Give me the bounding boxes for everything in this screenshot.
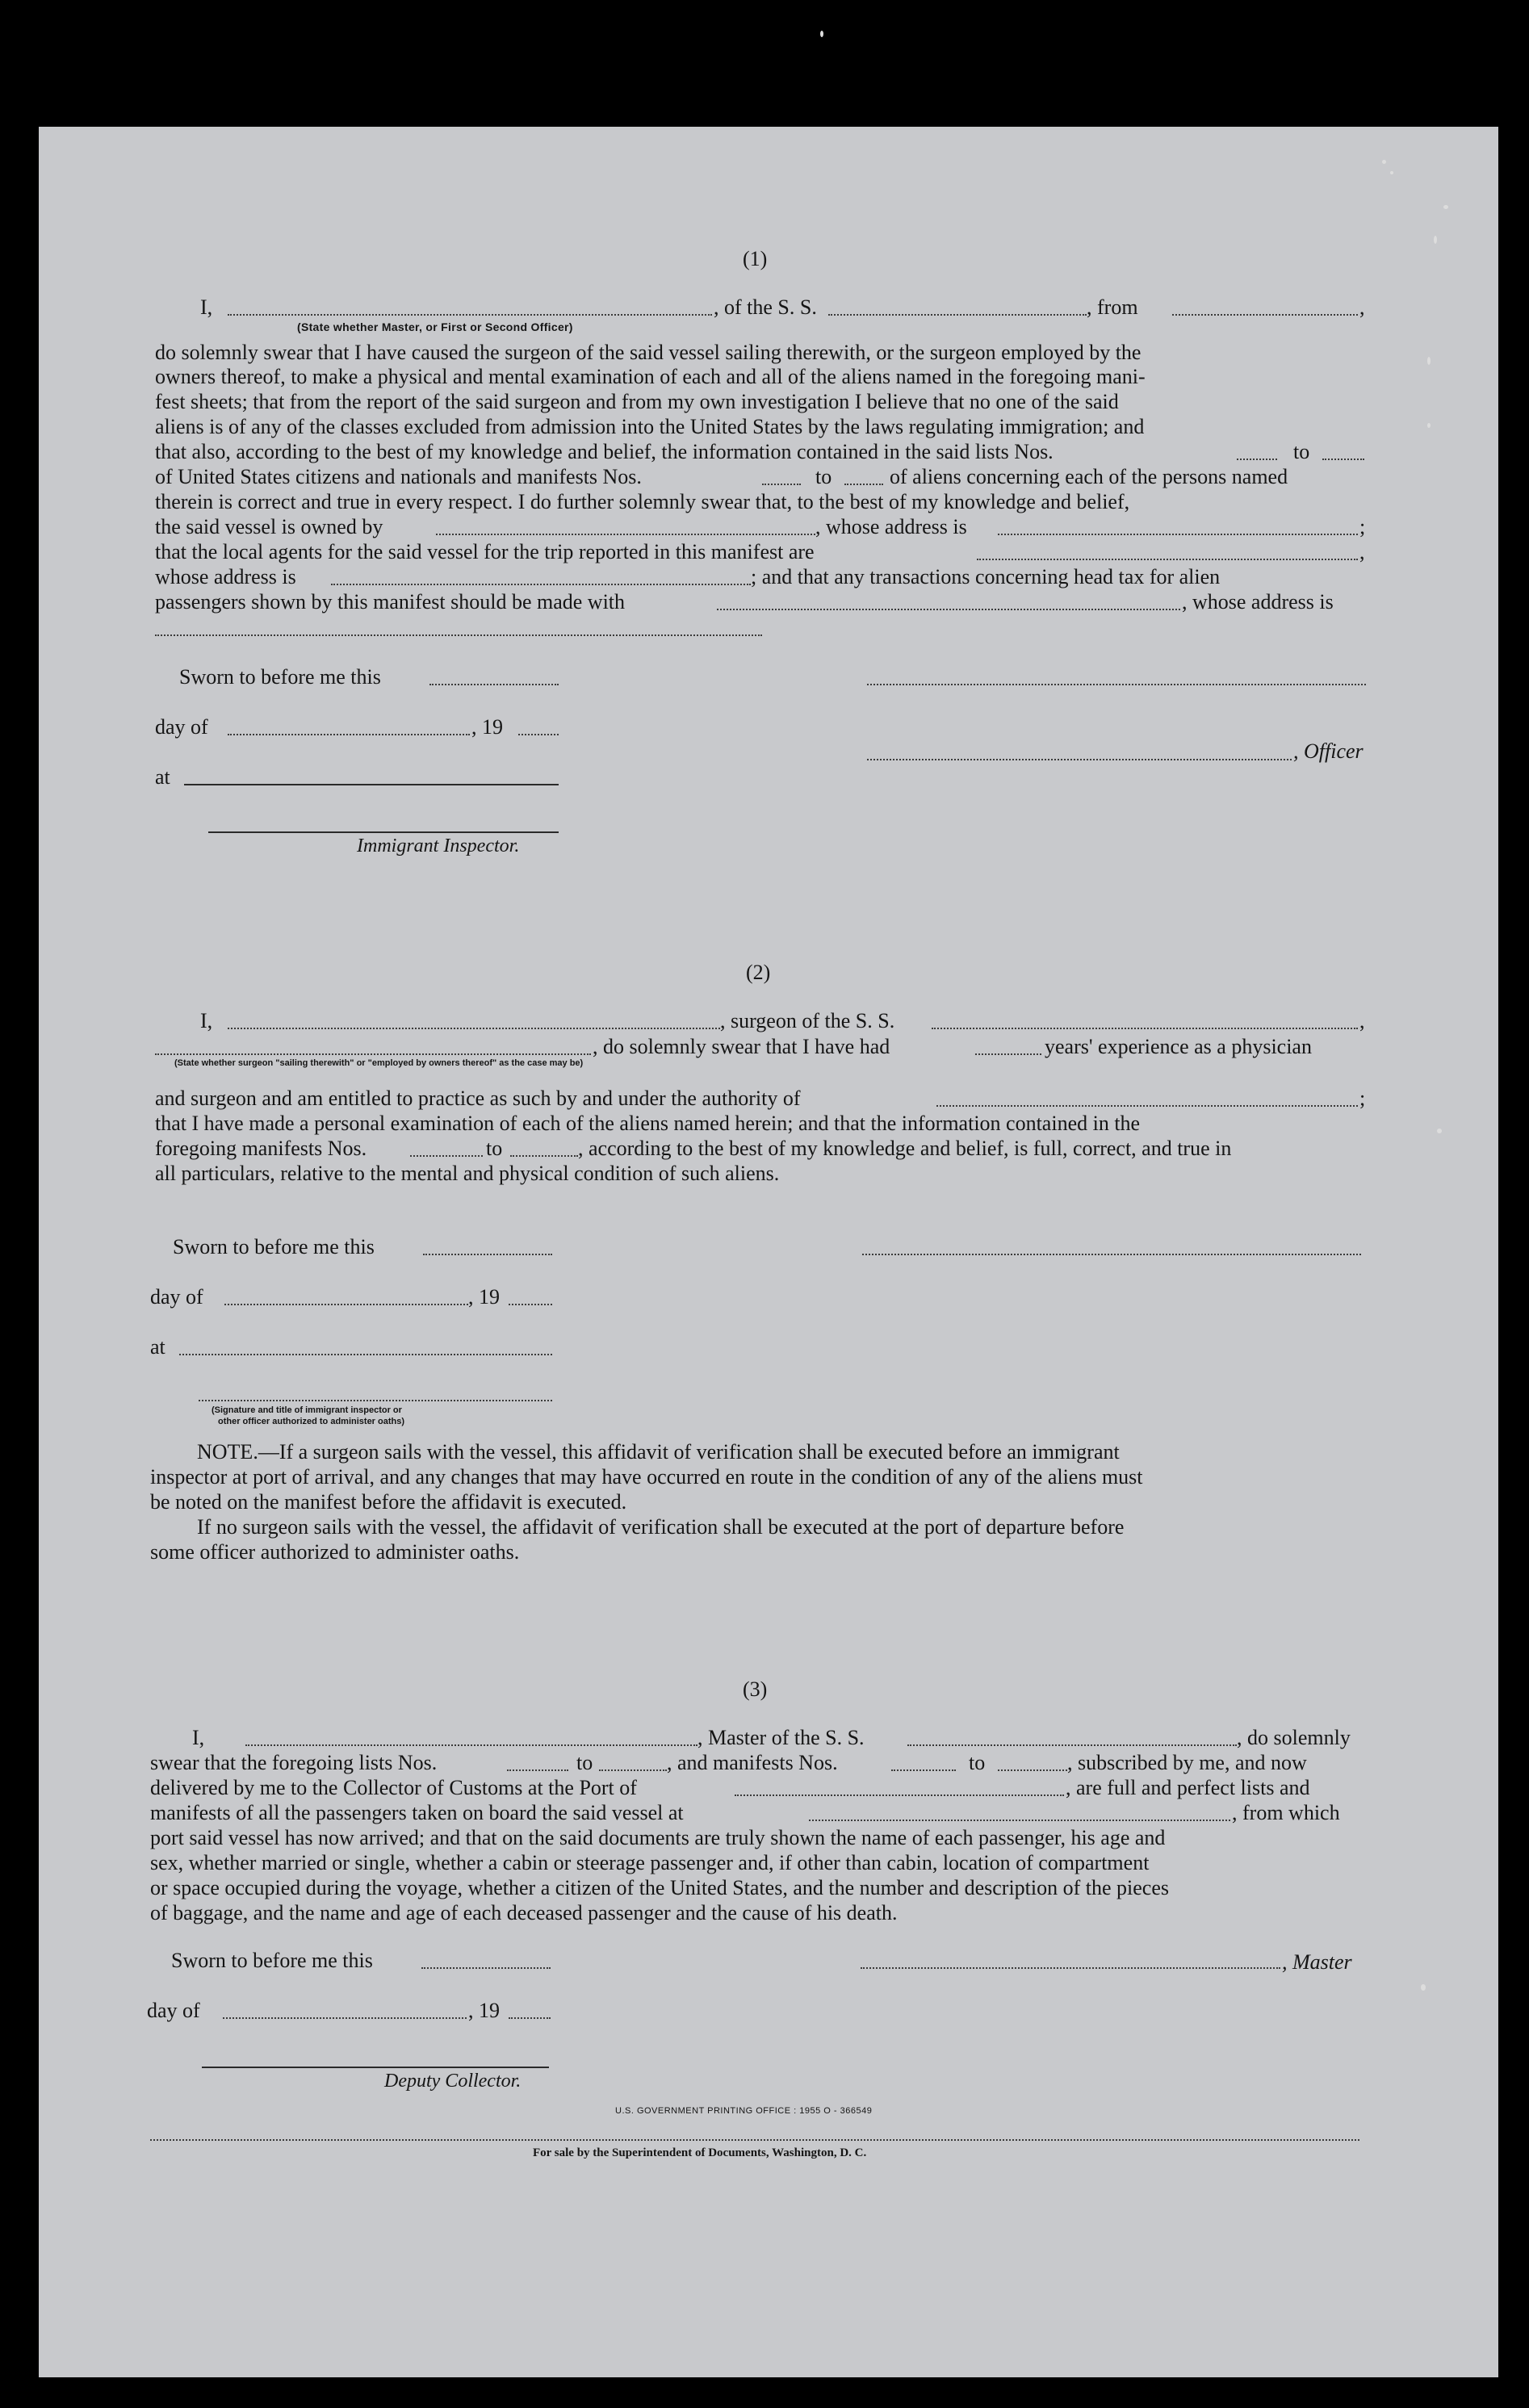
s3-manifests-to-field[interactable]: [998, 1769, 1067, 1771]
s2-para-line-6: all particulars, relative to the mental and physical condition of such aliens.: [155, 1162, 780, 1185]
s3-sworn-day-field[interactable]: [421, 1967, 551, 1969]
s1-headtax-party-field[interactable]: [717, 609, 1180, 610]
s3-deputy-signature-field[interactable]: [202, 2067, 549, 2068]
note-label: NOTE.: [197, 1440, 258, 1464]
s2-manifests-to-field[interactable]: [510, 1155, 578, 1157]
s2-dayof-label: day of: [150, 1285, 203, 1309]
section-2-heading: (2): [746, 961, 771, 984]
s2-surgeon-name-field[interactable]: [228, 1028, 720, 1029]
s3-sworn-label: Sworn to before me this: [171, 1949, 373, 1972]
s1-of-ss-label: , of the S. S.: [714, 295, 817, 319]
s2-sig-caption-2: other officer authorized to administer oaths): [218, 1417, 405, 1426]
s2-at-place-field[interactable]: [179, 1354, 552, 1355]
s1-year-field[interactable]: [518, 734, 559, 735]
note-text-1: —If a surgeon sails with the vessel, this affidavit of verification shall be executed before an immigrant: [258, 1440, 1120, 1464]
s1-dayof-label: day of: [155, 715, 208, 739]
s1-inspector-signature-field[interactable]: [208, 831, 559, 833]
scan-speck: [1421, 1984, 1426, 1991]
s3-lists-to-label: to: [576, 1751, 593, 1774]
s1-officer-label: , Officer: [1293, 739, 1364, 763]
s1-year-prefix: , 19: [471, 715, 503, 739]
s3-manifests-label: , and manifests Nos.: [667, 1751, 838, 1774]
s1-officer-signature-field[interactable]: [867, 684, 1366, 685]
s3-para-line-3: or space occupied during the voyage, whether a citizen of the United States, and the number and description of the pieces: [150, 1876, 1170, 1899]
s2-belief-text: , according to the best of my knowledge and belief, is full, correct, and true in: [578, 1137, 1232, 1160]
s3-deputy-label: Deputy Collector.: [384, 2071, 522, 2092]
s1-officer-caption: (State whether Master, or First or Second Officer): [297, 320, 573, 333]
s1-owner-address-label: , whose address is: [815, 515, 967, 538]
s1-officer-title-field[interactable]: [228, 314, 712, 316]
s1-sworn-label: Sworn to before me this: [179, 665, 381, 689]
s2-sworn-label: Sworn to before me this: [173, 1235, 375, 1258]
s1-headtax-label: passengers shown by this manifest should be made with: [155, 590, 626, 614]
s1-headtax-address-field[interactable]: [155, 634, 762, 636]
s2-authority-label: and surgeon and am entitled to practice as such by and under the authority of: [155, 1087, 801, 1110]
s1-at-label: at: [155, 765, 170, 789]
s1-officer-title-sig-field[interactable]: [867, 759, 1292, 760]
s1-manifests-text: of United States citizens and nationals and manifests Nos.: [155, 465, 642, 488]
s2-semicolon: ;: [1359, 1087, 1366, 1110]
s1-agent-address-field[interactable]: [331, 584, 751, 585]
scan-speck: [1443, 205, 1448, 209]
s3-dayof-label: day of: [147, 1999, 200, 2022]
s1-inspector-label: Immigrant Inspector.: [357, 835, 520, 856]
s2-surgeon-of-label: , surgeon of the S. S.: [720, 1009, 895, 1032]
footer-rule: [150, 2139, 1359, 2141]
s2-sig-caption-1: (Signature and title of immigrant inspector or: [212, 1405, 402, 1415]
s3-from-which-text: , from which: [1232, 1801, 1340, 1824]
s1-i-label: I,: [200, 295, 213, 319]
s3-port-field[interactable]: [735, 1794, 1064, 1796]
s3-lists-to-field[interactable]: [599, 1769, 667, 1771]
s1-owner-field[interactable]: [436, 534, 815, 535]
s3-boarded-label: manifests of all the passengers taken on board the said vessel at: [150, 1801, 684, 1824]
s3-boarding-port-field[interactable]: [809, 1820, 1230, 1821]
s1-agents-field[interactable]: [977, 559, 1358, 560]
s1-manifests-from-field[interactable]: [762, 484, 801, 485]
s1-agent-address-label: whose address is: [155, 565, 296, 588]
s2-note2-line-2: some officer authorized to administer oaths.: [150, 1540, 520, 1564]
scan-speck: [1437, 1129, 1442, 1133]
s2-comma: ,: [1359, 1009, 1365, 1032]
s1-sworn-day-field[interactable]: [429, 684, 559, 685]
s2-note-line-3: be noted on the manifest before the affidavit is executed.: [150, 1490, 627, 1514]
s2-inspector-signature-field[interactable]: [199, 1400, 552, 1401]
s2-note-line-2: inspector at port of arrival, and any changes that may have occurred en route in the condition of any of the aliens must: [150, 1465, 1143, 1489]
section-3-heading: (3): [743, 1677, 768, 1701]
s1-lists-to-field[interactable]: [1322, 459, 1364, 460]
s3-manifests-to-label: to: [969, 1751, 986, 1774]
s2-manifests-label: foregoing manifests Nos.: [155, 1137, 367, 1160]
s1-agents-label: that the local agents for the said vessel for the trip reported in this manifest are: [155, 540, 815, 563]
s1-vessel-name-field[interactable]: [828, 314, 1087, 316]
s3-year-field[interactable]: [509, 2017, 551, 2019]
s1-comma-2: ,: [1359, 540, 1365, 563]
s2-year-prefix: , 19: [468, 1285, 500, 1309]
s2-vessel-name-field[interactable]: [932, 1028, 1358, 1029]
s2-surgeon-status-field[interactable]: [155, 1053, 591, 1055]
s1-headtax-address-label: , whose address is: [1182, 590, 1334, 614]
s3-perfect-text: , are full and perfect lists and: [1066, 1776, 1310, 1799]
s3-para-line-2: sex, whether married or single, whether a cabin or steerage passenger and, if other than cabin, location of compartment: [150, 1851, 1150, 1874]
s3-collector-label: delivered by me to the Collector of Customs at the Port of: [150, 1776, 637, 1799]
s2-status-caption: (State whether surgeon "sailing therewith" or "employed by owners thereof" as the case may be): [174, 1058, 584, 1068]
s3-solemnly-text: , do solemnly: [1237, 1726, 1351, 1749]
scan-speck: [1427, 423, 1431, 428]
s2-para-line-4: that I have made a personal examination of each of the aliens named herein; and that the information contained in the: [155, 1112, 1141, 1135]
scan-speck: [1382, 160, 1386, 164]
s1-para-line-3: fest sheets; that from the report of the said surgeon and from my own investigation I believe that no one of the said: [155, 390, 1119, 413]
scan-speck: [1427, 357, 1431, 365]
scan-speck: [1434, 236, 1437, 244]
s3-month-field[interactable]: [223, 2017, 467, 2019]
s1-at-place-field[interactable]: [184, 784, 559, 785]
s1-manifests-to-field[interactable]: [844, 484, 883, 485]
s3-lists-from-field[interactable]: [507, 1769, 568, 1771]
s3-master-signature-field[interactable]: [861, 1967, 1280, 1969]
s1-semicolon: ;: [1359, 515, 1366, 538]
s1-comma: ,: [1359, 295, 1365, 319]
s2-i-label: I,: [200, 1009, 213, 1032]
s1-aliens-text: of aliens concerning each of the persons named: [890, 465, 1288, 488]
s3-lists-label: swear that the foregoing lists Nos.: [150, 1751, 438, 1774]
s1-para-line-2: owners thereof, to make a physical and mental examination of each and all of the aliens named in the foregoing mani-: [155, 365, 1146, 388]
s1-month-field[interactable]: [228, 734, 470, 735]
s3-vessel-name-field[interactable]: [907, 1744, 1237, 1746]
s3-master-of-label: , Master of the S. S.: [697, 1726, 865, 1749]
s2-manifests-to-label: to: [486, 1137, 503, 1160]
s3-para-line-4: of baggage, and the name and age of each deceased passenger and the cause of his death.: [150, 1901, 898, 1924]
s2-years-text: years' experience as a physician: [1045, 1035, 1312, 1058]
s2-month-field[interactable]: [224, 1304, 468, 1305]
s1-manifests-to-label: to: [815, 465, 832, 488]
s1-para-line-7: therein is correct and true in every respect. I do further solemnly swear that, to the best of my knowledge and belief,: [155, 490, 1130, 513]
s3-para-line-1: port said vessel has now arrived; and that on the said documents are truly shown the name of each passenger, his age and: [150, 1826, 1166, 1849]
scan-speck: [820, 31, 823, 37]
s1-from-label: , from: [1087, 295, 1138, 319]
s3-year-prefix: , 19: [468, 1999, 500, 2022]
s2-sworn-day-field[interactable]: [423, 1254, 552, 1255]
s1-lists-to-label: to: [1293, 440, 1310, 463]
s1-from-port-field[interactable]: [1172, 314, 1358, 316]
s2-surgeon-signature-field[interactable]: [862, 1254, 1361, 1255]
s2-year-field[interactable]: [509, 1304, 552, 1305]
s3-subscribed-text: , subscribed by me, and now: [1067, 1751, 1307, 1774]
s2-years-field[interactable]: [975, 1053, 1041, 1055]
s1-lists-from-field[interactable]: [1237, 459, 1277, 460]
s3-master-name-field[interactable]: [245, 1744, 697, 1746]
s1-para-line-1: do solemnly swear that I have caused the surgeon of the said vessel sailing therewith, or the surgeon employed by the: [155, 341, 1142, 364]
sale-note: For sale by the Superintendent of Documents, Washington, D. C.: [533, 2146, 867, 2159]
s1-owner-address-field[interactable]: [998, 534, 1358, 535]
gpo-imprint: U.S. GOVERNMENT PRINTING OFFICE : 1955 O - 366549: [615, 2106, 873, 2116]
s3-master-label: , Master: [1282, 1950, 1352, 1974]
s2-swear-text: , do solemnly swear that I have had: [593, 1035, 890, 1058]
s2-authority-field[interactable]: [936, 1105, 1358, 1107]
s1-lists-text: that also, according to the best of my knowledge and belief, the information contained in the said lists Nos.: [155, 440, 1054, 463]
s2-note-line-1: [197, 1442, 1120, 1463]
s1-para-line-4: aliens is of any of the classes excluded from admission into the United States by the laws regulating immigration; and: [155, 415, 1145, 438]
section-1-heading: (1): [743, 247, 768, 270]
s1-owned-label: the said vessel is owned by: [155, 515, 383, 538]
scan-speck: [1390, 171, 1393, 174]
s2-at-label: at: [150, 1335, 165, 1359]
s2-note2-line-1: If no surgeon sails with the vessel, the affidavit of verification shall be executed at the port of departure before: [197, 1515, 1125, 1539]
s2-manifests-from-field[interactable]: [410, 1155, 483, 1157]
s3-i-label: I,: [192, 1726, 205, 1749]
s3-manifests-from-field[interactable]: [891, 1769, 956, 1771]
s1-headtax-text: ; and that any transactions concerning head tax for alien: [751, 565, 1221, 588]
